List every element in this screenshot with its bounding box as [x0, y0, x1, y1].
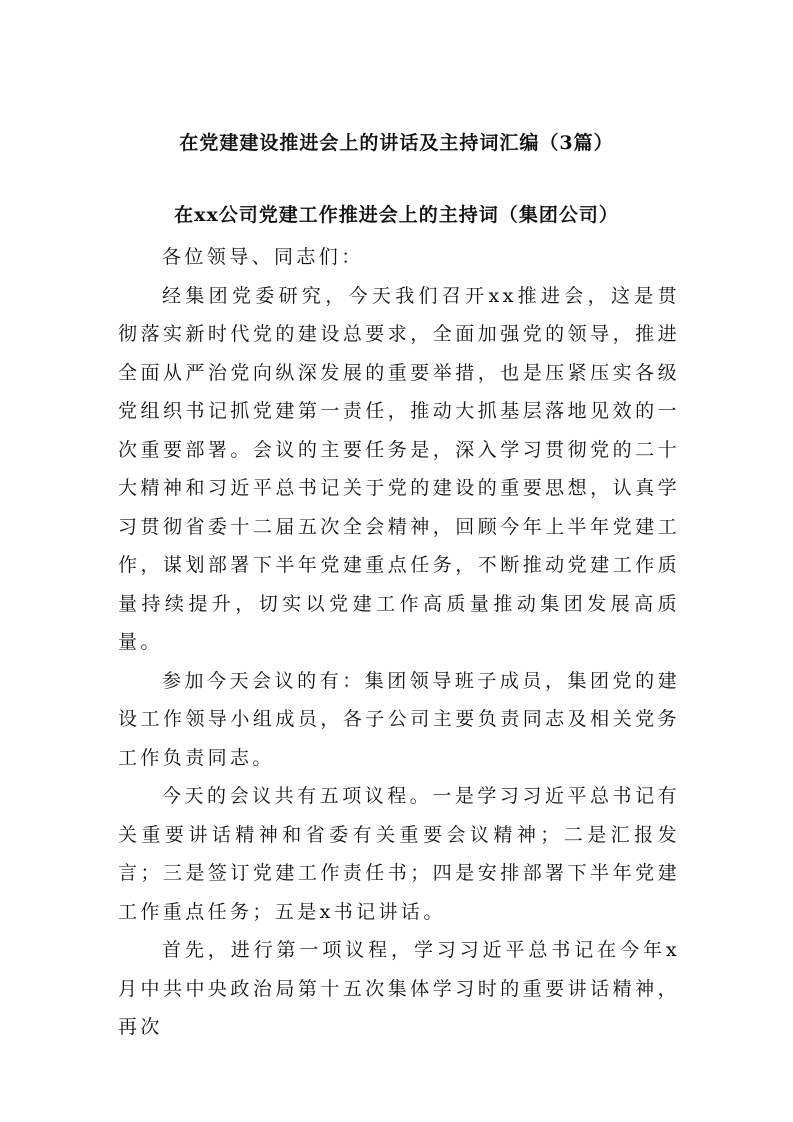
- document-body: [118, 238, 680, 1047]
- body-paragraph: 参加今天会议的有：集团领导班子成员，集团党的建设工作领导小组成员，各子公司主要负责同志及相关党务工作负责同志。: [118, 669, 680, 769]
- body-paragraph: 经集团党委研究，今天我们召开xx推进会，这是贯彻落实新时代党的建设总要求，全面加强党的领导，推进全面从严治党向纵深发展的重要举措，也是压紧压实各级党组织书记抓党建第一责任，推动大抓基层落地见效的一次重要部署。会议的主要任务是，深入学习贯彻党的二十大精神和习近平总书记关于党的建设的重要思想，认真学习贯彻省委十二届五次全会精神，回顾今年上半年党建工作，谋划部署下半年党建重点任务，不断推动党建工作质量持续提升，切实以党建工作高质量推动集团发展高质量。: [118, 284, 680, 653]
- body-paragraph: 今天的会议共有五项议程。一是学习习近平总书记有关重要讲话精神和省委有关重要会议精神；二是汇报发言；三是签订党建工作责任书；四是安排部署下半年党建工作重点任务；五是x书记讲话。: [118, 785, 680, 923]
- section-title: 在xx公司党建工作推进会上的主持词（集团公司）: [174, 204, 619, 226]
- body-paragraph: 首先，进行第一项议程，学习习近平总书记在今年x月中共中央政治局第十五次集体学习时的重要讲话精神，再次: [118, 939, 680, 1038]
- document-title: 在党建建设推进会上的讲话及主持词汇编（3篇）: [179, 132, 614, 154]
- salutation-paragraph: 各位领导、同志们：: [162, 246, 364, 268]
